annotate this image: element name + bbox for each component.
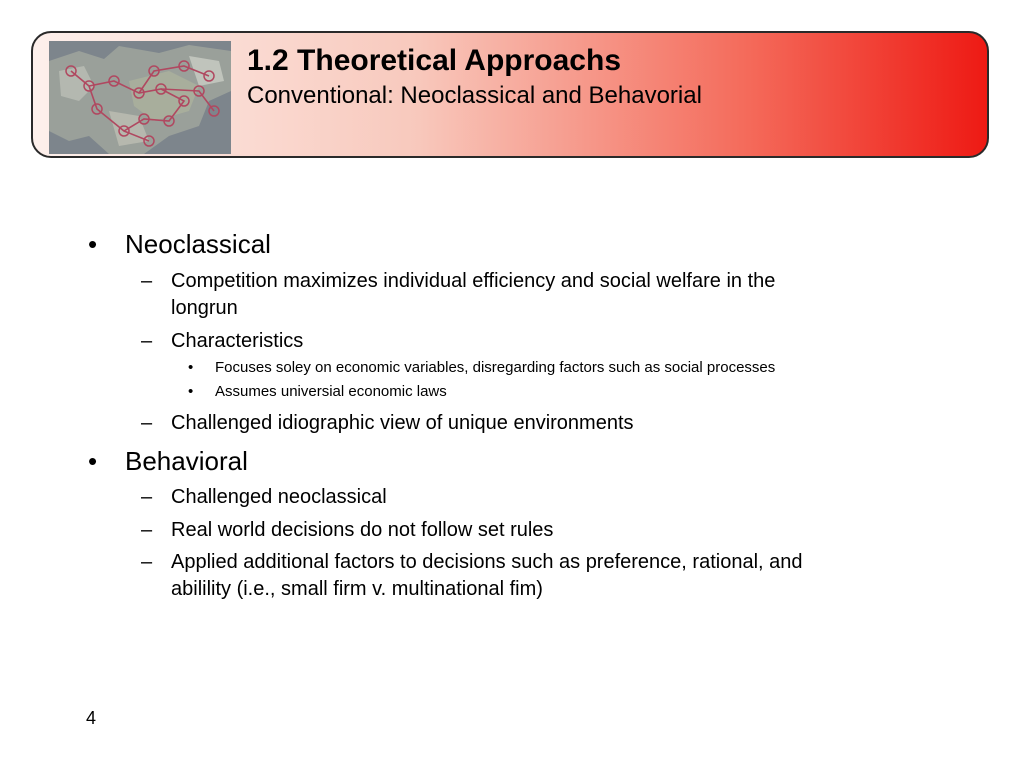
bullet-neoclassical: Neoclassical — [125, 229, 271, 259]
dash-marker: – — [141, 551, 153, 573]
sub-bullet-competition-line2: longrun — [171, 297, 238, 319]
dash-marker: – — [141, 486, 153, 508]
bullet-marker: • — [188, 383, 194, 400]
dash-marker: – — [141, 519, 153, 541]
dash-marker: – — [141, 270, 153, 292]
dash-marker: – — [141, 412, 153, 434]
sub-bullet-characteristics: Characteristics — [171, 330, 304, 352]
dash-marker: – — [141, 330, 153, 352]
slide-title: 1.2 Theoretical Approachs — [247, 44, 622, 77]
bullet-behavioral: Behavioral — [125, 446, 248, 476]
slide-subtitle: Conventional: Neoclassical and Behavorial — [247, 82, 702, 109]
detail-bullet-focuses: Focuses soley on economic variables, disregarding factors such as social processes — [215, 359, 776, 376]
sub-bullet-challenged-neoclassical: Challenged neoclassical — [171, 486, 387, 508]
page-number: 4 — [86, 708, 97, 728]
sub-bullet-real-world: Real world decisions do not follow set rules — [171, 519, 554, 541]
detail-bullet-assumes: Assumes universial economic laws — [215, 383, 447, 400]
bullet-marker: • — [88, 446, 98, 476]
bullet-marker: • — [188, 359, 194, 376]
sub-bullet-competition-line1: Competition maximizes individual efficiency and social welfare in the — [171, 270, 776, 292]
sub-bullet-applied-factors-line1: Applied additional factors to decisions such as preference, rational, and — [171, 551, 803, 573]
bullet-marker: • — [88, 229, 98, 259]
sub-bullet-challenged-idiographic: Challenged idiographic view of unique environments — [171, 412, 634, 434]
sub-bullet-applied-factors-line2: abilility (i.e., small firm v. multinational fim) — [171, 578, 543, 600]
